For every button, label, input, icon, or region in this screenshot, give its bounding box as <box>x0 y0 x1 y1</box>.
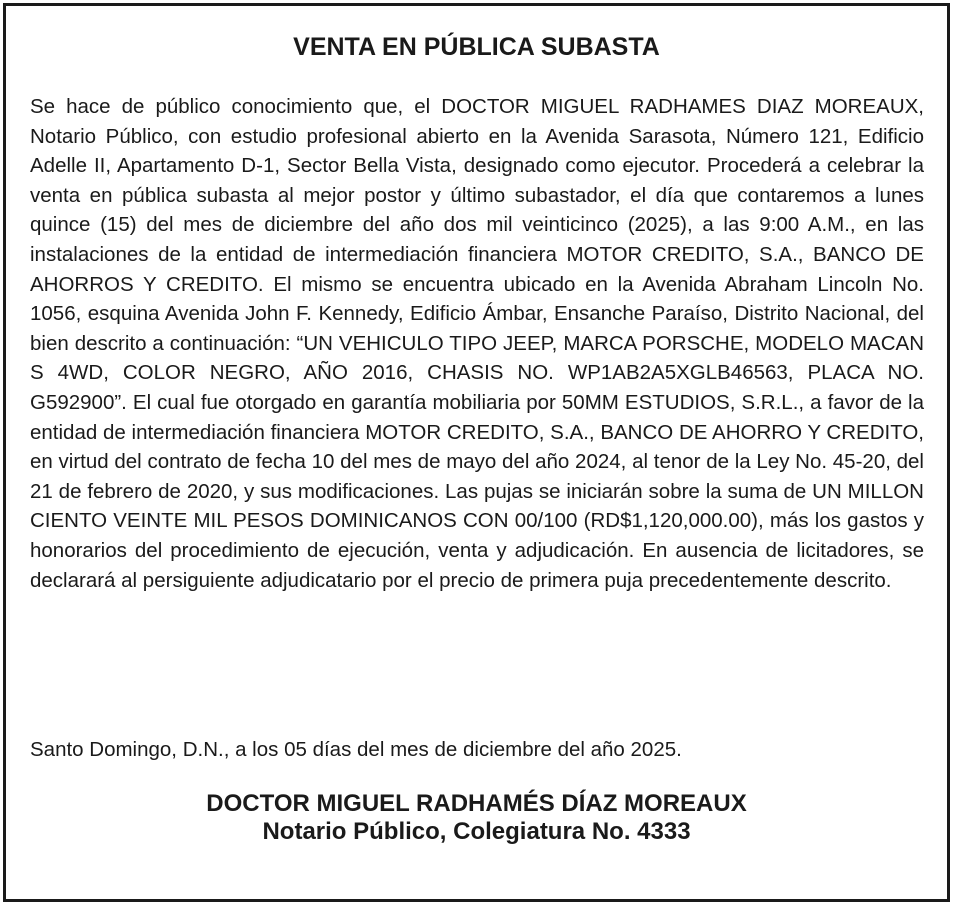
notice-title: VENTA EN PÚBLICA SUBASTA <box>293 33 660 61</box>
place-date: Santo Domingo, D.N., a los 05 días del mes de diciembre del año 2025. <box>30 738 682 761</box>
signature-block <box>6 790 947 846</box>
signature-name: DOCTOR MIGUEL RADHAMÉS DÍAZ MOREAUX <box>206 790 747 817</box>
notice-body: Se hace de público conocimiento que, el DOCTOR MIGUEL RADHAMES DIAZ MOREAUX, Notario Público, con estudio profesional abierto en la Avenida Sarasota, Número 121, Edificio Adelle II, Apartamento D-1, Sector Bella Vista, designado como ejecutor. Procederá a celebrar la venta en pública subasta al mejor postor y último subastador, el día que contaremos a lunes quince (15) del mes de diciembre del año dos mil veinticinco (2025), a las 9:00 A.M., en las instalaciones de la entidad de intermediación financiera MOTOR CREDITO, S.A., BANCO DE AHORROS Y CREDITO. El mismo se encuentra ubicado en la Avenida Abraham Lincoln No. 1056, esquina Avenida John F. Kennedy, Edificio Ámbar, Ensanche Paraíso, Distrito Nacional, del bien descrito a continuación: “UN VEHICULO TIPO JEEP, MARCA PORSCHE, MODELO MACAN S 4WD, COLOR NEGRO, AÑO 2016, CHASIS NO. WP1AB2A5XGLB46563, PLACA NO. G592900”. El cual fue otorgado en garantía mobiliaria por 50MM ESTUDIOS, S.R.L., a favor de la entidad de intermediación financiera MOTOR CREDITO, S.A., BANCO DE AHORRO Y CREDITO, en virtud del contrato de fecha 10 del mes de mayo del año 2024, al tenor de la Ley No. 45-20, del 21 de febrero de 2020, y sus modificaciones. Las pujas se iniciarán sobre la suma de UN MILLON CIENTO VEINTE MIL PESOS DOMINICANOS CON 00/100 (RD$1,120,000.00), más los gastos y honorarios del procedimiento de ejecución, venta y adjudicación. En ausencia de licitadores, se declarará al persiguiente adjudicatario por el precio de primera puja precedentemente descrito. <box>30 95 924 592</box>
notice-frame <box>3 3 950 902</box>
signature-role: Notario Público, Colegiatura No. 4333 <box>262 818 691 845</box>
